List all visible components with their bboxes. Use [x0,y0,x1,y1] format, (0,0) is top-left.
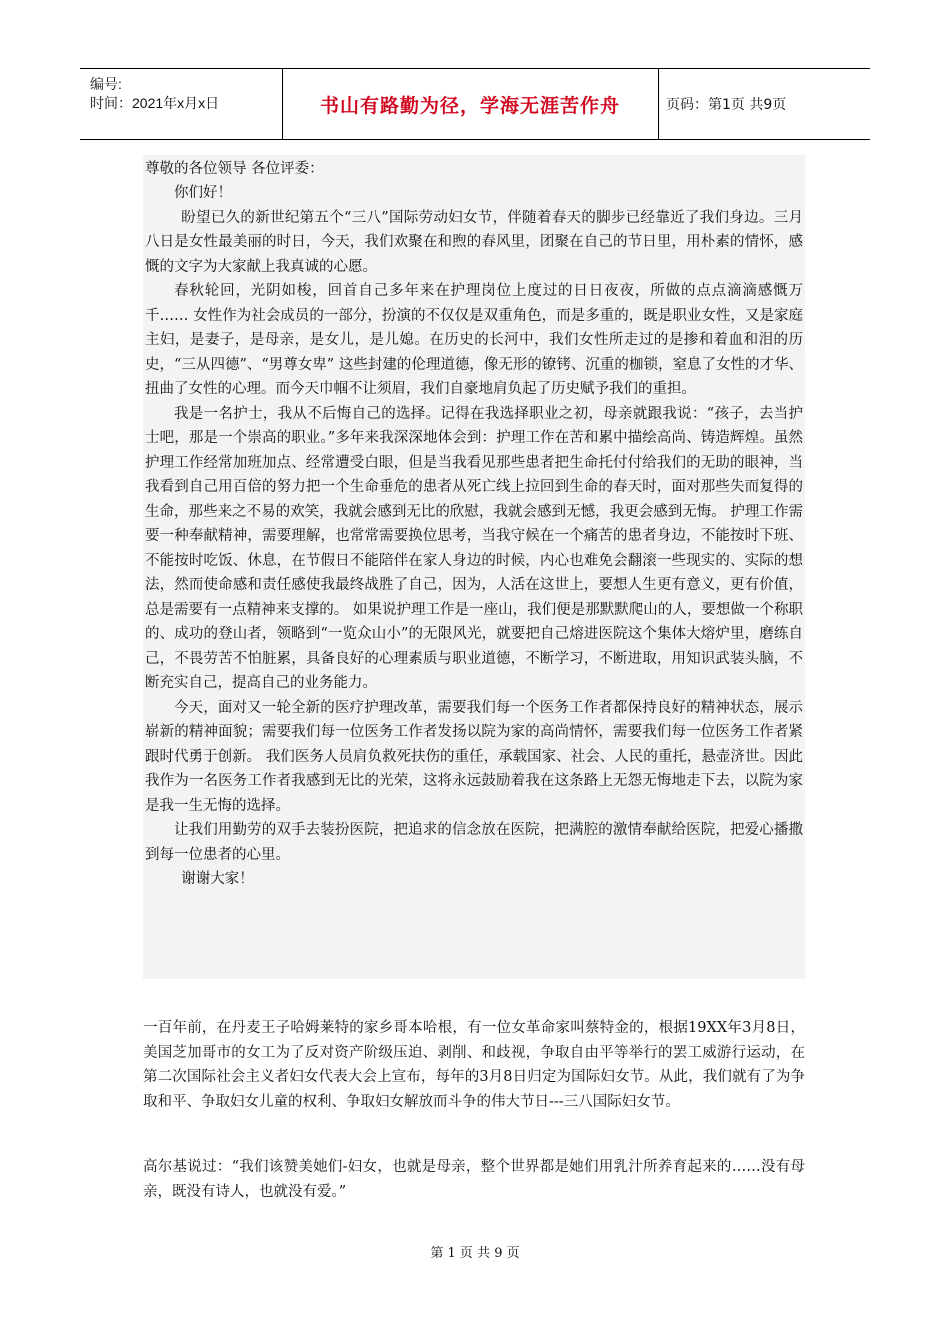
speech-paragraph: 盼望已久的新世纪第五个“三八”国际劳动妇女节，伴随着春天的脚步已经靠近了我们身边。三月八日是女性最美丽的时日，今天，我们欢聚在和煦的春风里，团聚在自己的节日里，用朴素的情怀，感慨的文字为大家献上我真诚的心愿。 [145,209,803,275]
greeting: 你们好！ [174,185,232,201]
page-info: 页码：第1页 共9页 [666,97,787,113]
closing-thanks: 谢谢大家！ [181,871,254,887]
speech-paragraph: 今天，面对又一轮全新的医疗护理改革，需要我们每一个医务工作者都保持良好的精神状态，展示崭新的精神面貌；需要我们每一位医务工作者发扬以院为家的高尚情怀，需要我们每一位医务工作者紧跟时代勇于创新。 我们医务人员肩负救死扶伤的重任，承载国家、社会、人民的重托，悬壶济世。因此我作为一名医务工作者我感到无比的光荣，这将永远鼓励着我在这条路上无怨无悔地走下去，以院为家是我一生无悔的选择。 [145,699,803,814]
speech-paragraph: 春秋轮回，光阴如梭，回首自己多年来在护理岗位上度过的日日夜夜，所做的点点滴滴感慨万千…… 女性作为社会成员的一部分，扮演的不仅仅是双重角色，而是多重的，既是职业女性，又是家庭主妇，是妻子，是母亲，是女儿，是儿媳。在历史的长河中，我们女性所走过的是掺和着血和泪的历史，“三从四德”、“男尊女卑” 这些封建的伦理道德，像无形的镣铐、沉重的枷锁，窒息了女性的才华、扭曲了女性的心理。而今天巾帼不让须眉，我们自豪地肩负起了历史赋予我们的重担。 [145,283,803,397]
speech-paragraph: 我是一名护士，我从不后悔自己的选择。记得在我选择职业之初，母亲就跟我说：“孩子，去当护士吧，那是一个崇高的职业。”多年来我深深地体会到：护理工作在苦和累中描绘高尚、铸造辉煌。虽然护理工作经常加班加点、经常遭受白眼，但是当我看见那些患者把生命托付付给我们的无助的眼神，当我看到自己用百倍的努力把一个生命垂危的患者从死亡线上拉回到生命的春天时，面对那些失而复得的生命，那些来之不易的欢笑，我就会感到无比的欣慰，我就会感到无憾，我更会感到无悔。 护理工作需要一种奉献精神，需要理解，也常常需要换位思考，当我守候在一个痛苦的患者身边，不能按时下班、不能按时吃饭、休息，在节假日不能陪伴在家人身边的时候，内心也难免会翻滚一些现实的、实际的想法，然而使命感和责任感使我最终战胜了自己，因为，人活在这世上，要想人生更有意义，更有价值，总是需要有一点精神来支撑的。 如果说护理工作是一座山，我们便是那默默爬山的人，要想做一个称职的、成功的登山者，领略到“一览众山小”的无限风光，就要把自己熔进医院这个集体大熔炉里，磨练自己，不畏劳苦不怕脏累，具备良好的心理素质与职业道德，不断学习，不断进取，用知识武装头脑，不断充实自己，提高自己的业务能力。 [145,405,803,691]
number-label: 编号: [90,76,122,92]
history-paragraph: 一百年前，在丹麦王子哈姆莱特的家乡哥本哈根，有一位女革命家叫蔡特金的，根据19XX年3月8日，美国芝加哥市的女工为了反对资产阶级压迫、剥削、和歧视，争取自由平等举行的罢工威游行运动，在第二次国际社会主义者妇女代表大会上宣布，每年的3月8日归定为国际妇女节。从此，我们就有了为争取和平、争取妇女儿童的权利、争取妇女解放而斗争的伟大节日---三八国际妇女节。 [143,1020,805,1110]
quote-paragraph: 高尔基说过：“我们该赞美她们-妇女，也就是母亲，整个世界都是她们用乳汁所养育起来的……没有母亲，既没有诗人，也就没有爱。” [143,1159,805,1200]
time-label: 时间：2021年x月x日 [90,95,220,111]
motto: 书山有路勤为径，学海无涯苦作舟 [319,94,620,117]
page-footer: 第 1 页 共 9 页 [430,1246,520,1261]
header-table [80,68,870,140]
salutation: 尊敬的各位领导 各位评委： [145,161,324,177]
header-motto-cell [282,69,659,139]
speech-paragraph: 让我们用勤劳的双手去装扮医院，把追求的信念放在医院，把满腔的激情奉献给医院，把爱心播撒到每一位患者的心里。 [145,822,803,863]
speech-box [143,155,805,979]
speech-body [145,181,803,892]
header-meta-cell [80,69,283,139]
